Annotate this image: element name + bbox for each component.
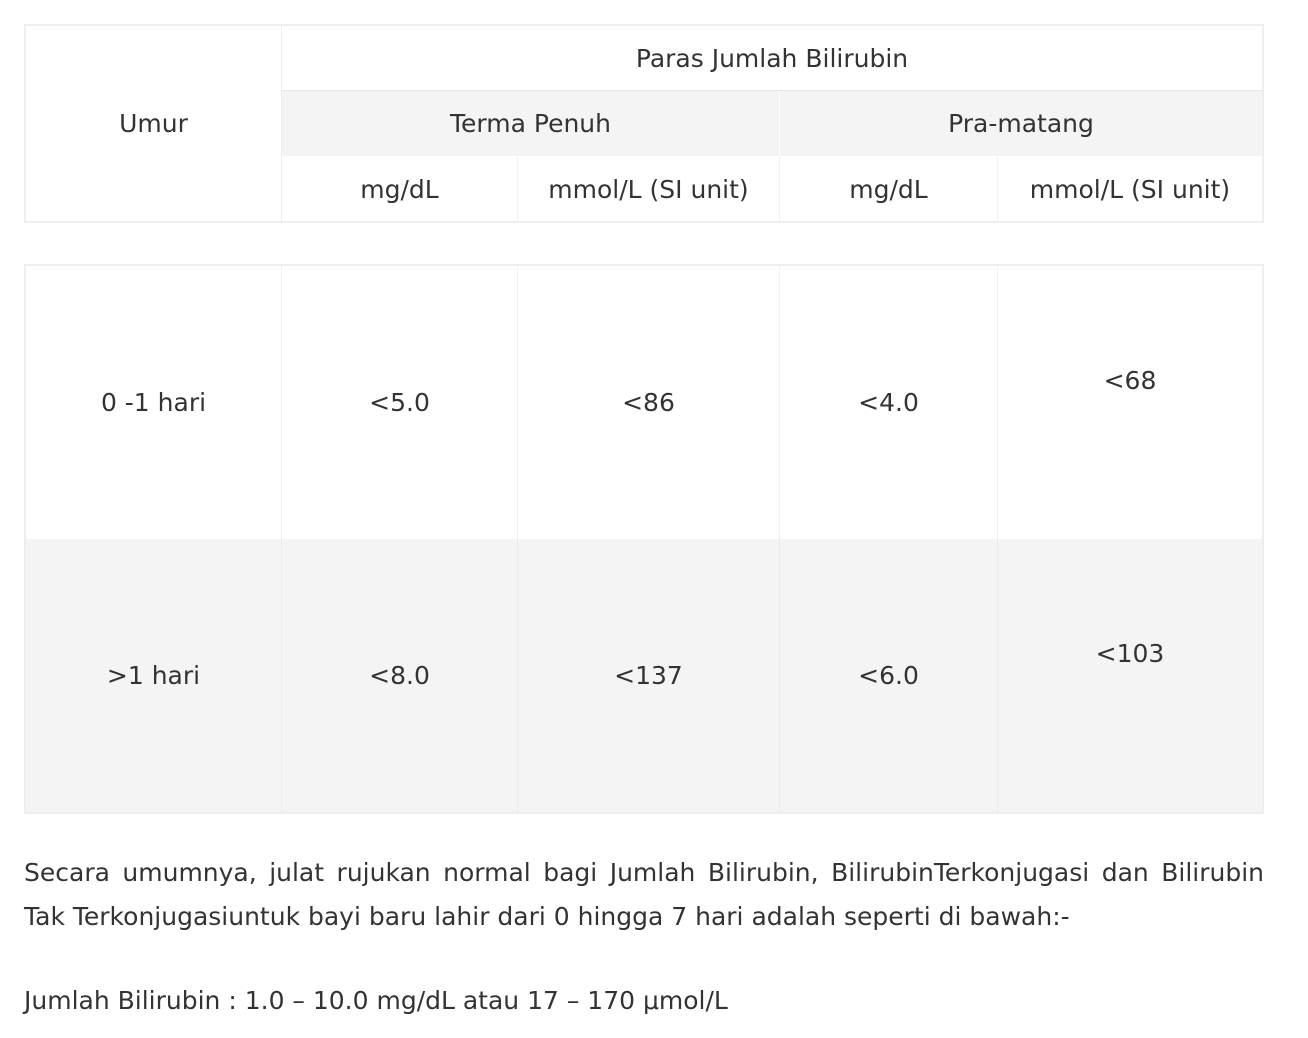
header-paras-jumlah-bilirubin: Paras Jumlah Bilirubin [282, 26, 1262, 91]
table-cell: <103 [1095, 639, 1165, 668]
table-cell: <8.0 [282, 539, 518, 812]
table-cell: <68 [1103, 366, 1157, 395]
table-cell: <86 [518, 266, 780, 539]
header-umur: Umur [26, 26, 282, 221]
header-pra-matang: Pra-matang [780, 91, 1262, 157]
header-unit-terma-mgdl: mg/dL [282, 157, 518, 221]
header-unit-terma-mmol: mmol/L (SI unit) [518, 157, 780, 221]
table-row [26, 266, 1262, 540]
row-umur: 0 -1 hari [26, 266, 282, 539]
intro-paragraph: Secara umumnya, julat rujukan normal bagi Jumlah Bilirubin, BilirubinTerkonjugasi dan Bilirubin Tak Terkonjugasiuntuk bayi baru lahir dari 0 hingga 7 hari adalah seperti di bawah:- [24, 858, 1264, 931]
header-unit-pra-mgdl: mg/dL [780, 157, 998, 221]
header-unit-pra-mmol: mmol/L (SI unit) [998, 157, 1262, 221]
bilirubin-header-table [24, 24, 1264, 223]
bilirubin-values-table [24, 264, 1264, 814]
table-cell: <137 [518, 539, 780, 812]
table-cell: <6.0 [780, 539, 998, 812]
jumlah-bilirubin-paragraph: Jumlah Bilirubin : 1.0 – 10.0 mg/dL atau 17 – 170 μmol/L [24, 986, 728, 1015]
row-umur: >1 hari [26, 539, 282, 812]
header-terma-penuh: Terma Penuh [282, 91, 780, 157]
table-cell: <4.0 [780, 266, 998, 539]
table-row [26, 539, 1262, 812]
table-cell: <5.0 [282, 266, 518, 539]
